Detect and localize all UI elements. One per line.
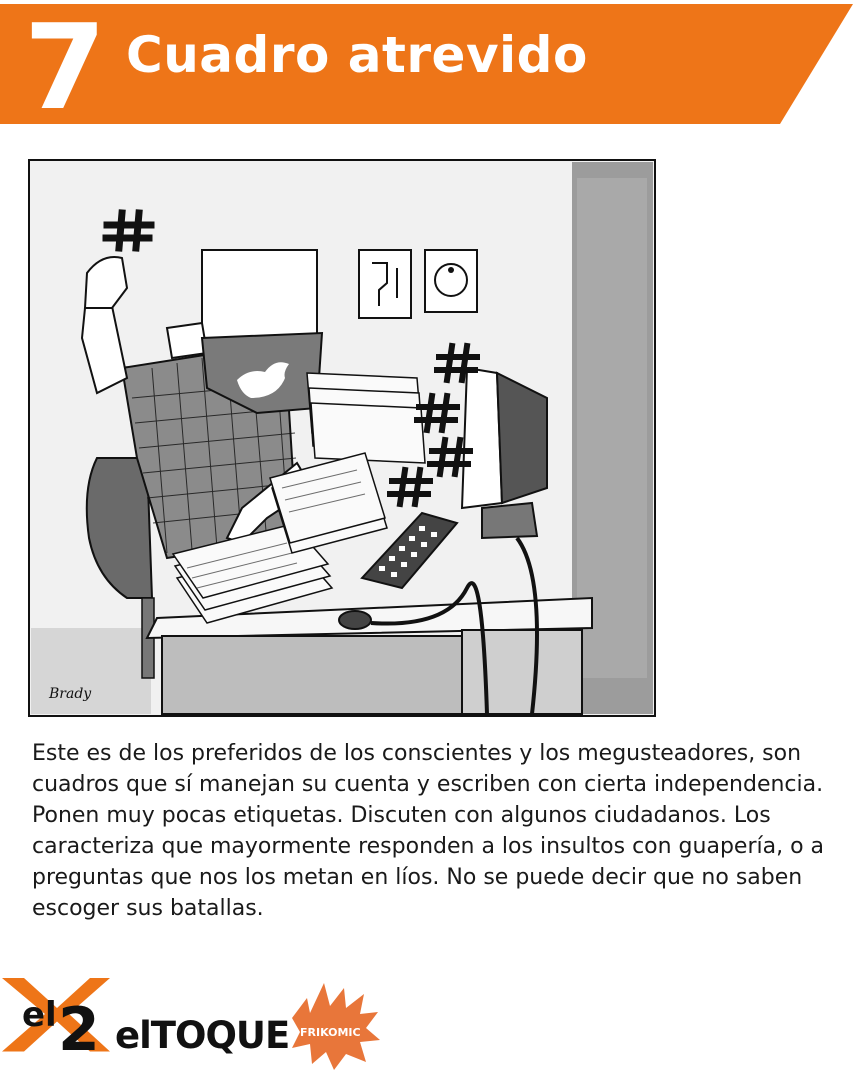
computer-mouse xyxy=(339,611,371,629)
artist-signature: Brady xyxy=(49,686,92,702)
wall-picture-left xyxy=(359,250,411,318)
footer-logos xyxy=(0,970,853,1080)
x2-logo-el: el xyxy=(22,995,57,1035)
paper-stack-back xyxy=(307,373,425,463)
frikomic-logo-text: FRIKOMIC xyxy=(300,1026,361,1039)
eltoque-logo: elTOQUE xyxy=(115,1014,290,1057)
section-number: 7 xyxy=(24,0,107,136)
cartoon-illustration xyxy=(27,158,657,718)
description-text: Este es de los preferidos de los conscientes y los megusteadores, son cuadros que sí manejan su cuenta y escriben con cierta independencia. Ponen muy pocas etiquetas. Discuten con algunos ciudadanos. Los caracteriza que mayormente responden a los insultos con guapería, o a preguntas que nos los metan en líos. No se puede decir que no saben escoger sus batallas. xyxy=(32,741,825,921)
section-title: Cuadro atrevido xyxy=(126,26,588,84)
x2-logo-number: 2 xyxy=(58,995,100,1053)
wall-picture-right xyxy=(425,250,477,312)
frikomic-logo xyxy=(282,978,382,1073)
header-banner xyxy=(0,0,853,136)
x2-logo xyxy=(2,978,112,1053)
